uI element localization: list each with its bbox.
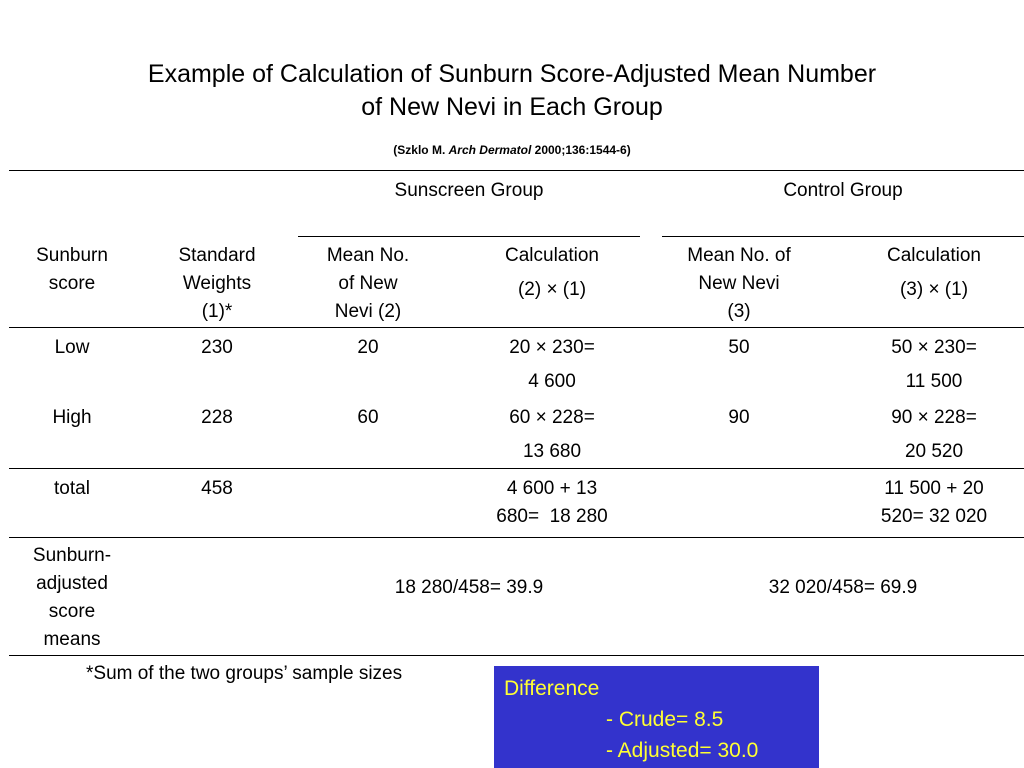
citation-journal: Arch Dermatol xyxy=(448,143,532,157)
total-bottom-rule xyxy=(9,537,1024,538)
difference-box xyxy=(494,666,819,768)
citation-suffix: 2000;136:1544-6) xyxy=(531,143,631,157)
row-high-sunscreen-calc: 60 × 228= 13 680 xyxy=(509,407,595,462)
row-low-control-mean: 50 xyxy=(728,337,750,358)
title-line-2: of New Nevi in Each Group xyxy=(361,93,663,121)
row-high-control-mean: 90 xyxy=(728,407,750,428)
total-label: total xyxy=(54,478,90,499)
table-top-rule xyxy=(9,170,1024,171)
header-standard-weights: Standard Weights (1)* xyxy=(178,245,256,322)
difference-adjusted: - Adjusted= 30.0 xyxy=(606,739,759,762)
row-high-control-calc: 90 × 228= 20 520 xyxy=(891,407,977,462)
footnote: *Sum of the two groups’ sample sizes xyxy=(86,663,403,684)
row-low-weight: 230 xyxy=(201,337,233,358)
adjusted-control: 32 020/458= 69.9 xyxy=(768,577,918,598)
total-control-calc: 11 500 + 20 520= 32 020 xyxy=(880,478,988,527)
slide-title xyxy=(0,58,1024,124)
row-low-sunscreen-mean: 20 xyxy=(357,337,379,358)
header-sunscreen-mean: Mean No. of New Nevi (2) xyxy=(326,245,410,322)
adjusted-sunscreen: 18 280/458= 39.9 xyxy=(394,577,544,598)
table-bottom-rule xyxy=(9,655,1024,656)
header-control-calc: Calculation (3) × (1) xyxy=(887,245,981,300)
citation-prefix: (Szklo M. xyxy=(393,143,449,157)
control-group-header: Control Group xyxy=(783,180,903,201)
title-line-1: Example of Calculation of Sunburn Score-Adjusted Mean Number xyxy=(147,60,877,88)
row-high-weight: 228 xyxy=(201,407,233,428)
header-sunburn-score: Sunburn score xyxy=(36,245,108,294)
citation xyxy=(0,143,1024,157)
row-low-control-calc: 50 × 230= 11 500 xyxy=(891,337,977,392)
difference-heading: Difference xyxy=(504,677,600,700)
adjusted-label: Sunburn- adjusted score means xyxy=(32,545,112,650)
difference-crude: - Crude= 8.5 xyxy=(606,708,724,731)
sunscreen-group-underline xyxy=(298,236,640,237)
total-weight: 458 xyxy=(201,478,233,499)
row-low-sunscreen-calc: 20 × 230= 4 600 xyxy=(509,337,595,392)
header-sunscreen-calc: Calculation (2) × (1) xyxy=(505,245,599,300)
header-bottom-rule xyxy=(9,327,1024,328)
row-high-sunscreen-mean: 60 xyxy=(357,407,379,428)
total-sunscreen-calc: 4 600 + 13 680= 18 280 xyxy=(496,478,608,527)
row-low-score: Low xyxy=(54,337,90,358)
header-control-mean: Mean No. of New Nevi (3) xyxy=(687,245,791,322)
control-group-underline xyxy=(662,236,1024,237)
sunscreen-group-header: Sunscreen Group xyxy=(394,180,544,201)
row-high-score: High xyxy=(52,407,92,428)
